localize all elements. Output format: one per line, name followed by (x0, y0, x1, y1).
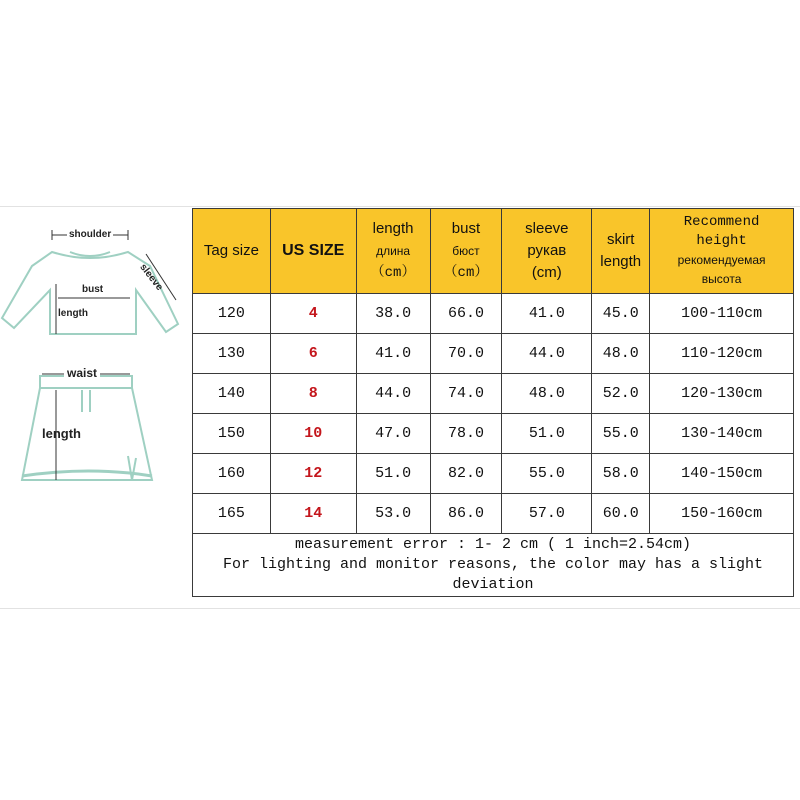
waist-label: waist (64, 366, 100, 380)
table-row (193, 494, 794, 534)
cell-height: 120-130cm (650, 374, 794, 414)
cell-bust: 78.0 (430, 414, 502, 454)
cell-tag: 165 (193, 494, 271, 534)
table-row (193, 334, 794, 374)
header-skirt-length: skirt length (592, 209, 650, 294)
cell-bust: 70.0 (430, 334, 502, 374)
measurement-note (193, 534, 794, 597)
table-row (193, 374, 794, 414)
header-bust: bust бюст （cm） (430, 209, 502, 294)
garment-illustration (0, 208, 190, 508)
panel-bottom-border (0, 608, 800, 609)
cell-us-size: 12 (270, 454, 356, 494)
top-length-label: length (58, 308, 88, 319)
cell-skirt: 55.0 (592, 414, 650, 454)
cell-bust: 74.0 (430, 374, 502, 414)
note-line-3: deviation (452, 576, 534, 593)
cell-length: 44.0 (356, 374, 430, 414)
cell-tag: 160 (193, 454, 271, 494)
cell-skirt: 58.0 (592, 454, 650, 494)
table-row (193, 294, 794, 334)
cell-length: 41.0 (356, 334, 430, 374)
header-us-size: US SIZE (270, 209, 356, 294)
size-table (192, 208, 794, 597)
cell-tag: 130 (193, 334, 271, 374)
cell-sleeve: 57.0 (502, 494, 592, 534)
cell-us-size: 6 (270, 334, 356, 374)
skirt-length-label: length (42, 426, 81, 441)
cell-bust: 82.0 (430, 454, 502, 494)
cell-length: 47.0 (356, 414, 430, 454)
sleeve-label: sleeve (137, 262, 165, 293)
note-line-1: measurement error : 1- 2 cm ( 1 inch=2.54cm) (294, 536, 692, 553)
cell-sleeve: 41.0 (502, 294, 592, 334)
cell-bust: 86.0 (430, 494, 502, 534)
cell-tag: 140 (193, 374, 271, 414)
cell-skirt: 45.0 (592, 294, 650, 334)
garment-drawing (0, 208, 190, 508)
cell-height: 110-120cm (650, 334, 794, 374)
cell-height: 140-150cm (650, 454, 794, 494)
header-length: length длина （cm） (356, 209, 430, 294)
cell-bust: 66.0 (430, 294, 502, 334)
cell-sleeve: 55.0 (502, 454, 592, 494)
cell-sleeve: 48.0 (502, 374, 592, 414)
bust-label: bust (82, 284, 104, 295)
table-row (193, 414, 794, 454)
cell-length: 51.0 (356, 454, 430, 494)
cell-us-size: 4 (270, 294, 356, 334)
cell-skirt: 52.0 (592, 374, 650, 414)
cell-us-size: 10 (270, 414, 356, 454)
table-header-row (193, 209, 794, 294)
cell-tag: 120 (193, 294, 271, 334)
shoulder-label: shoulder (69, 229, 112, 240)
panel-top-border (0, 206, 800, 207)
cell-us-size: 8 (270, 374, 356, 414)
note-line-2: For lighting and monitor reasons, the color may has a slight (222, 556, 764, 573)
cell-height: 130-140cm (650, 414, 794, 454)
header-tag-size: Tag size (193, 209, 271, 294)
cell-length: 38.0 (356, 294, 430, 334)
cell-sleeve: 44.0 (502, 334, 592, 374)
cell-length: 53.0 (356, 494, 430, 534)
note-row (193, 534, 794, 597)
cell-height: 150-160cm (650, 494, 794, 534)
header-recommend-height: Recommend height рекомендуемая высота (650, 209, 794, 294)
table-row (193, 454, 794, 494)
cell-sleeve: 51.0 (502, 414, 592, 454)
cell-height: 100-110cm (650, 294, 794, 334)
cell-tag: 150 (193, 414, 271, 454)
cell-skirt: 48.0 (592, 334, 650, 374)
cell-us-size: 14 (270, 494, 356, 534)
cell-skirt: 60.0 (592, 494, 650, 534)
header-sleeve: sleeve рукав (cm) (502, 209, 592, 294)
